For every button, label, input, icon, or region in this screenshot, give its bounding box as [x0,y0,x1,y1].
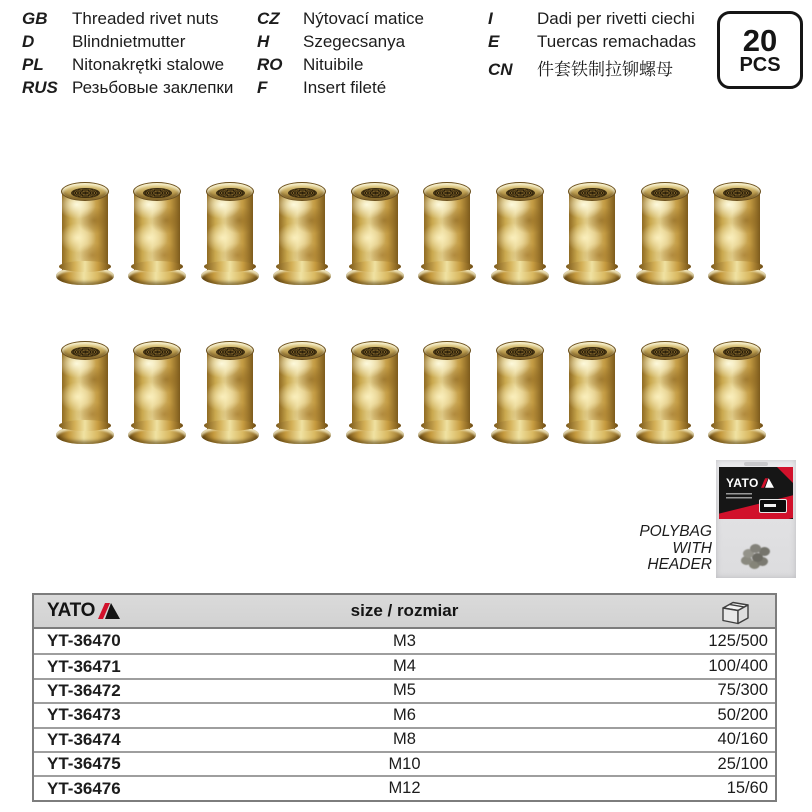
nut-threaded-hole [578,188,607,199]
package-quantity-cell: 50/200 [717,705,768,724]
package-quantity-cell: 75/300 [717,681,768,700]
size-cell: M4 [393,657,416,676]
size-column-header: size / rozmiar [350,601,459,620]
product-name-translation: 件套铁制拉铆螺母 [537,60,673,79]
nut-top-rim [351,182,399,201]
product-name-translation: Nýtovací matice [303,9,424,28]
nut-top-rim [713,341,761,360]
nut-threaded-hole [433,347,462,358]
nut-flange [346,267,404,285]
product-name-translation: Blindnietmutter [72,32,186,51]
rivet-nut-image [201,182,259,285]
nut-body [62,192,108,271]
language-row [22,55,233,78]
nut-body [424,351,470,430]
card-red-corner [777,467,793,483]
nut-flange [418,267,476,285]
product-grid-row-1 [56,182,766,285]
product-name-translation: Tuercas remachadas [537,32,697,51]
nut-top-rim [351,341,399,360]
nut-body [497,351,543,430]
header-card [719,467,793,519]
product-code-cell: YT-36474 [47,729,121,749]
nut-body [134,351,180,430]
nut-threaded-hole [288,347,317,358]
size-cell: M3 [393,631,416,650]
language-code: GB [22,9,48,28]
nut-body [134,192,180,271]
nut-body [279,351,325,430]
language-row [488,9,696,32]
product-name-translation: Nituibile [303,55,364,74]
nut-body [424,192,470,271]
packaging-type-label [572,524,712,574]
rivet-nut-image [56,182,114,285]
language-code: RO [257,55,283,74]
nut-top-rim [206,341,254,360]
product-code-cell: YT-36472 [47,680,121,700]
nut-body [352,351,398,430]
nut-flange [636,426,694,444]
language-row [22,32,233,55]
package-quantity-cell: 100/400 [708,657,768,676]
card-brand-text: YATO [726,476,759,490]
language-code: I [488,9,493,28]
nut-top-rim [568,341,616,360]
rivet-nut-image [346,182,404,285]
nut-threaded-hole [288,188,317,199]
euro-slot-hole [744,462,768,466]
table-row [34,702,775,726]
nut-threaded-hole [723,188,752,199]
nut-body [714,351,760,430]
language-code: F [257,78,268,97]
nut-top-rim [61,341,109,360]
nut-top-rim [278,341,326,360]
language-code: H [257,32,270,51]
card-label-box [759,499,787,513]
language-column-1 [22,9,233,101]
language-row [257,32,424,55]
nut-threaded-hole [433,188,462,199]
language-row [488,55,696,78]
language-row [22,9,233,32]
rivet-nut-image [128,341,186,444]
rivet-nut-image [128,182,186,285]
language-code: PL [22,55,44,74]
nut-threaded-hole [361,188,390,199]
package-quantity-cell: 40/160 [717,730,768,749]
nut-flange [708,426,766,444]
product-code-cell: YT-36471 [47,656,121,676]
nut-top-rim [496,341,544,360]
nut-threaded-hole [71,347,100,358]
nut-threaded-hole [651,188,680,199]
rivet-nut-image [636,341,694,444]
nut-top-rim [713,182,761,201]
language-row [22,78,233,101]
nut-flange [201,426,259,444]
nut-top-rim [61,182,109,201]
nut-threaded-hole [578,347,607,358]
nut-top-rim [423,341,471,360]
size-cell: M10 [388,754,421,773]
language-row [257,78,424,101]
language-row [257,9,424,32]
size-cell: M5 [393,681,416,700]
piece-count-badge [717,11,803,89]
rivet-nut-image [201,341,259,444]
rivet-nut-image [273,341,331,444]
nut-body [642,351,688,430]
nut-body [279,192,325,271]
product-name-translation: Резьбовые заклепки [72,78,234,97]
nut-threaded-hole [216,347,245,358]
nut-top-rim [423,182,471,201]
rivet-nut-image [346,341,404,444]
nut-top-rim [641,182,689,201]
product-grid-row-2 [56,341,766,444]
product-name-translation: Nitonakrętki stalowe [72,55,225,74]
nut-flange [563,426,621,444]
piece-count: 20 [742,22,778,58]
product-code-cell: YT-36475 [47,754,121,774]
language-code: D [22,32,35,51]
nut-top-rim [278,182,326,201]
nut-flange [346,426,404,444]
package-quantity-cell: 15/60 [726,779,768,798]
product-code-cell: YT-36476 [47,778,121,798]
table-body [34,629,775,800]
table-row [34,678,775,702]
nut-flange [708,267,766,285]
nut-top-rim [568,182,616,201]
language-row [488,32,696,55]
packaging-label-line3: HEADER [647,556,712,573]
rivet-nut-image [418,182,476,285]
rivet-nut-image [418,341,476,444]
rivet-nut-image [708,341,766,444]
product-name-translation: Insert fileté [303,78,387,97]
rivet-nut-image [491,341,549,444]
package-quantity-cell: 125/500 [708,631,768,650]
nut-body [207,192,253,271]
yato-brand-text: YATO [47,600,96,621]
nut-flange [56,426,114,444]
package-quantity-cell: 25/100 [717,754,768,773]
language-column-3 [488,9,696,78]
nut-flange [418,426,476,444]
nuts-in-bag [750,544,761,553]
nut-threaded-hole [506,188,535,199]
table-row [34,653,775,677]
rivet-nut-image [273,182,331,285]
nut-flange [273,267,331,285]
card-yato-logo [726,476,774,490]
nut-top-rim [496,182,544,201]
product-name-translation: Szegecsanya [303,32,406,51]
nut-body [569,192,615,271]
language-row [257,55,424,78]
nut-body [642,192,688,271]
nut-threaded-hole [143,188,172,199]
polybag-photo [716,460,796,578]
spec-table [32,593,777,802]
packaging-label-line1: POLYBAG [639,523,712,540]
size-cell: M8 [393,730,416,749]
table-header-row [34,595,775,629]
nut-flange [56,267,114,285]
nut-flange [491,267,549,285]
product-code-cell: YT-36470 [47,631,121,651]
rivet-nut-image [56,341,114,444]
package-box-icon [717,599,753,625]
nut-threaded-hole [143,347,172,358]
rivet-nut-image [563,182,621,285]
nut-flange [636,267,694,285]
language-code: E [488,32,500,51]
nut-flange [201,267,259,285]
nut-body [497,192,543,271]
rivet-nut-image [708,182,766,285]
size-cell: M12 [388,779,421,798]
nut-threaded-hole [651,347,680,358]
table-row [34,629,775,653]
nut-body [207,351,253,430]
card-text-lines [726,493,752,501]
product-name-translation: Threaded rivet nuts [72,9,219,28]
nut-flange [563,267,621,285]
table-row [34,775,775,799]
rivet-nut-image [563,341,621,444]
language-code: CZ [257,9,280,28]
piece-unit: PCS [739,53,781,76]
language-column-2 [257,9,424,101]
product-code-cell: YT-36473 [47,705,121,725]
nut-threaded-hole [216,188,245,199]
size-cell: M6 [393,705,416,724]
nut-body [714,192,760,271]
nut-threaded-hole [361,347,390,358]
product-name-translation: Dadi per rivetti ciechi [537,9,695,28]
rivet-nut-image [491,182,549,285]
table-row [34,751,775,775]
nut-flange [491,426,549,444]
language-code: CN [488,60,513,79]
nut-threaded-hole [71,188,100,199]
table-row [34,727,775,751]
nut-top-rim [206,182,254,201]
nut-flange [273,426,331,444]
yato-logomark-icon [98,603,120,619]
packaging-label-line2: WITH [672,539,712,557]
nut-flange [128,426,186,444]
nut-body [352,192,398,271]
nut-threaded-hole [723,347,752,358]
language-code: RUS [22,78,58,97]
nut-body [569,351,615,430]
nut-threaded-hole [506,347,535,358]
yato-logomark-icon [761,478,774,488]
nut-flange [128,267,186,285]
nut-body [62,351,108,430]
nut-top-rim [641,341,689,360]
yato-logo [47,600,120,622]
rivet-nut-image [636,182,694,285]
